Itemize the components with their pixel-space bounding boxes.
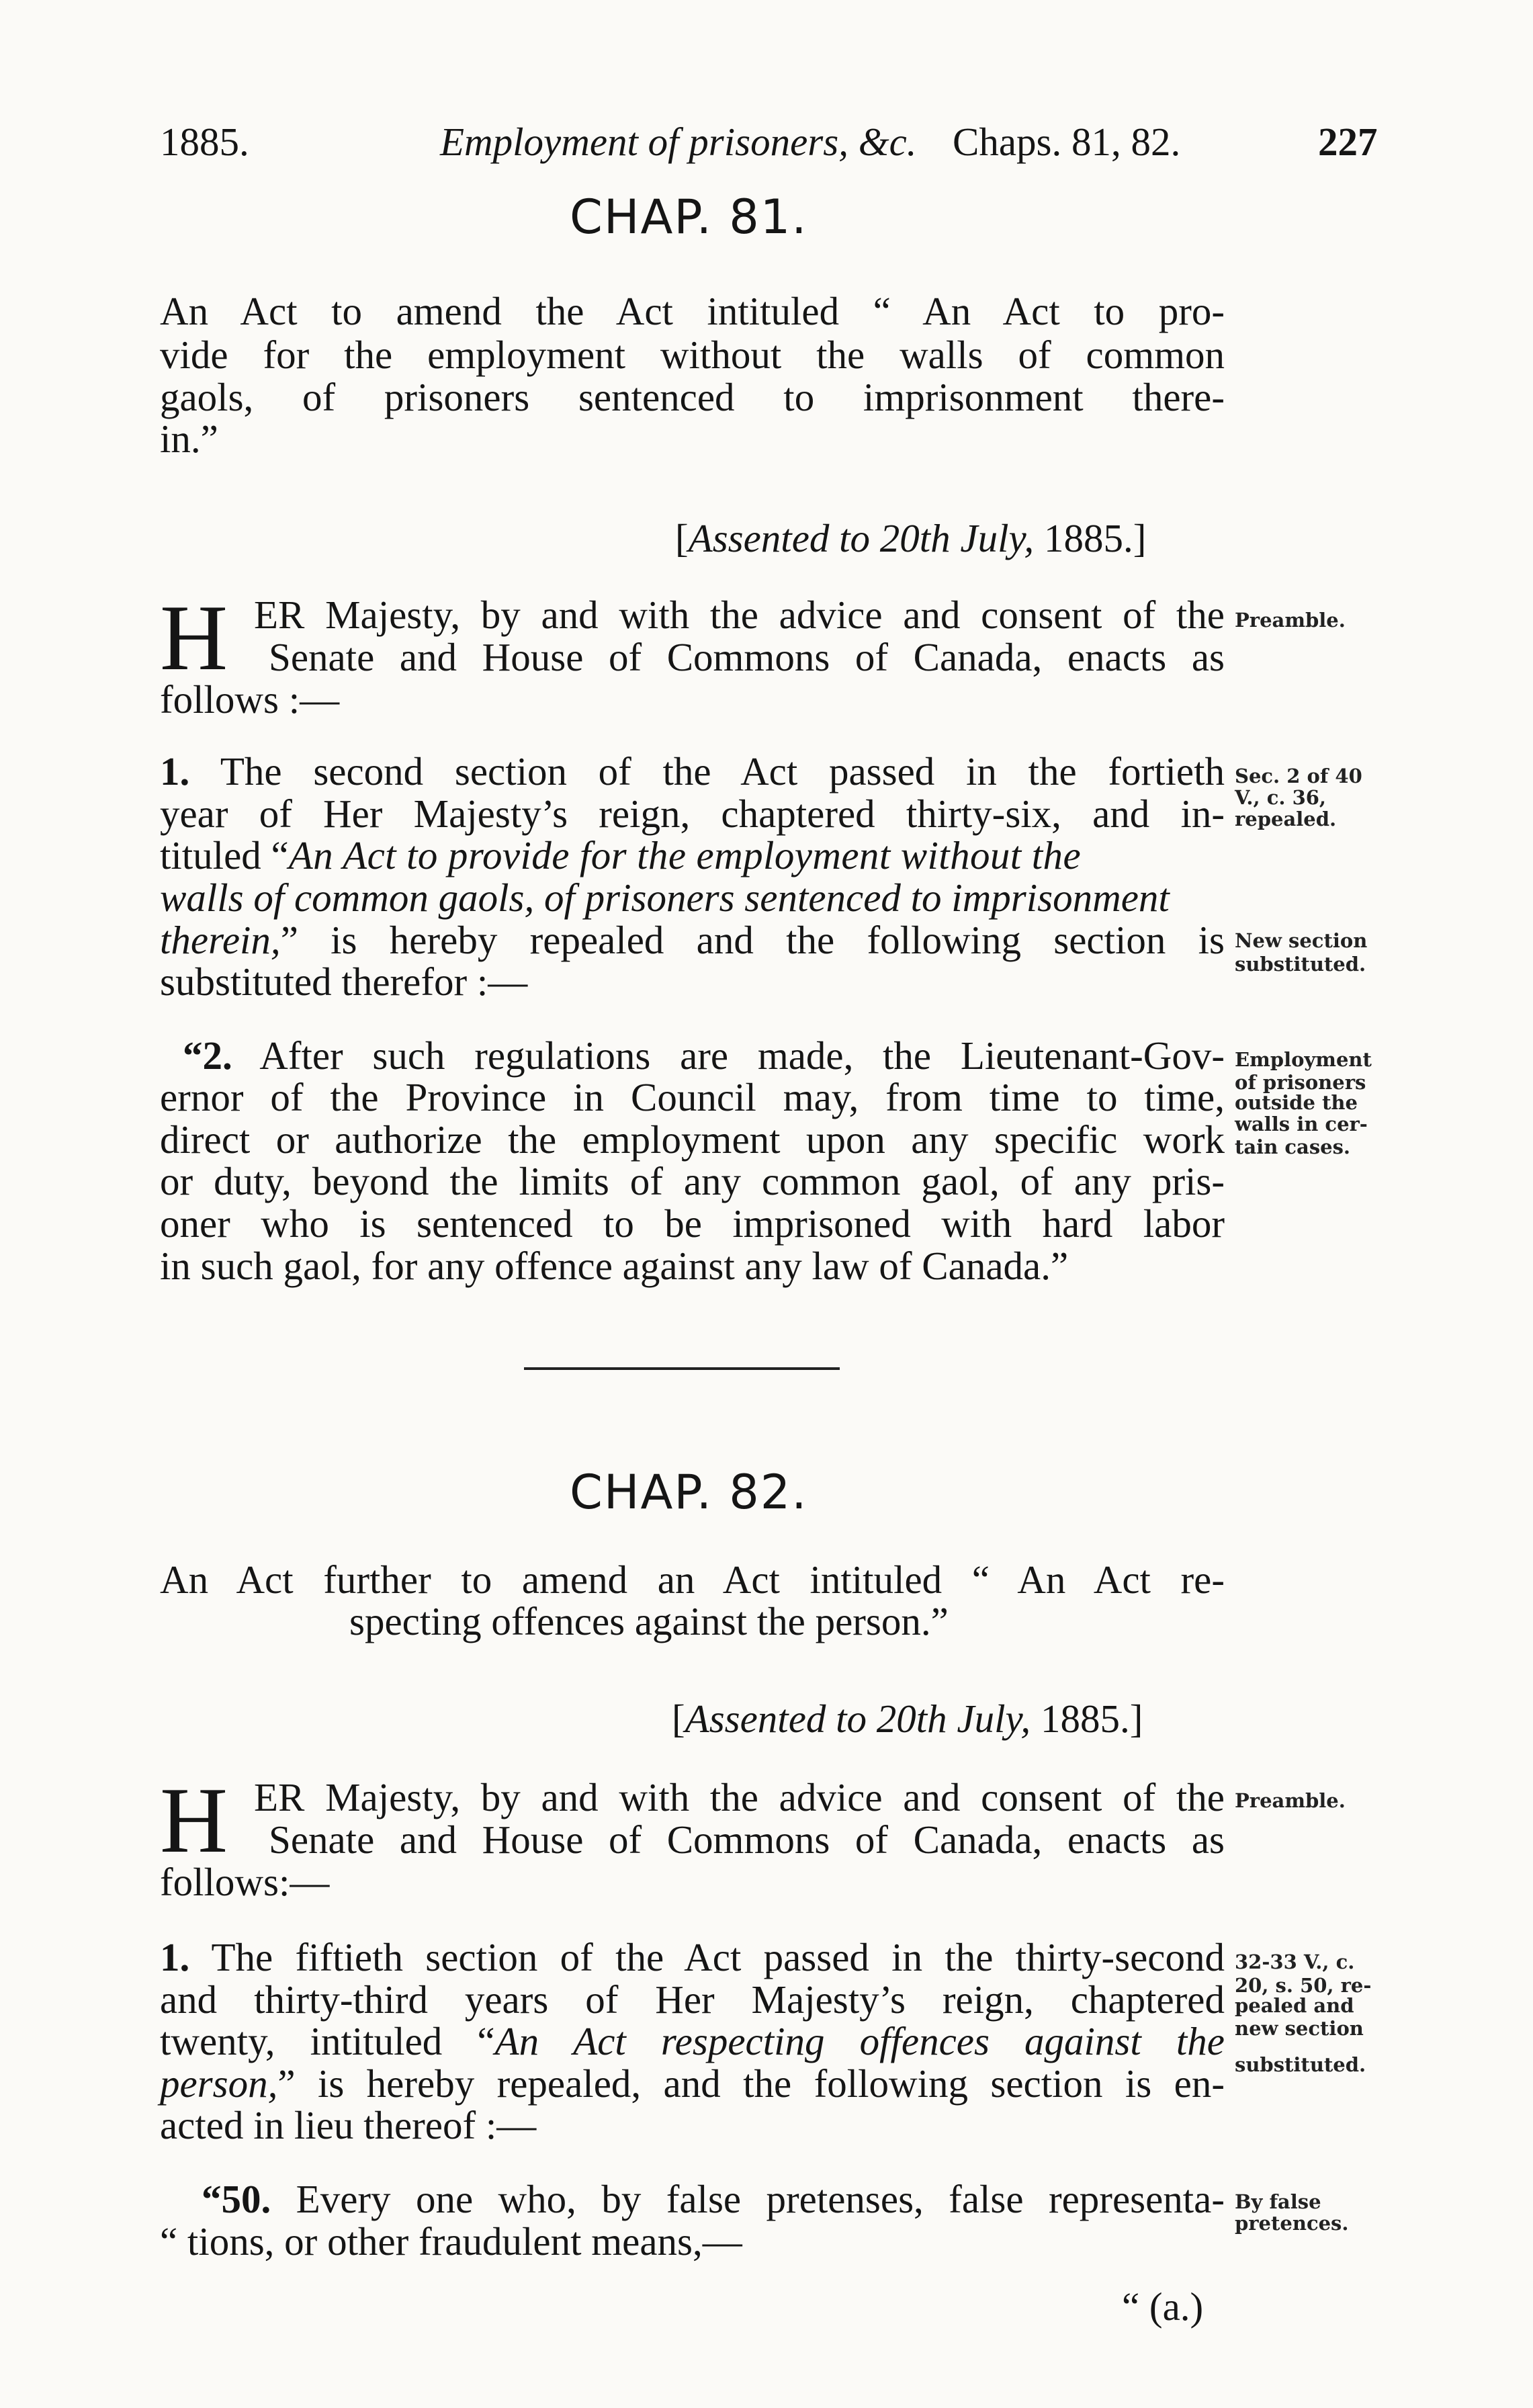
- assent-date: Assented to 20th July,: [688, 516, 1035, 560]
- title-line: An Act to amend the Act intituled “ An Act to pro-: [160, 289, 1225, 333]
- section-line: twenty, intituled “An Act respecting offences against the: [160, 2019, 1225, 2063]
- preamble-line: ER Majesty, by and with the advice and consent of the: [254, 1775, 1225, 1819]
- margin-note: substituted.: [1235, 953, 1366, 976]
- preamble-line: follows :—: [160, 677, 340, 722]
- page-number: 227: [1318, 120, 1378, 164]
- margin-note: 32-33 V., c.: [1235, 1950, 1355, 1973]
- margin-note: pretences.: [1235, 2212, 1349, 2235]
- header-title: Employment of prisoners, &c.: [440, 120, 917, 164]
- margin-note: 20, s. 50, re-: [1235, 1974, 1372, 1997]
- section-line: direct or authorize the employment upon any specific work: [160, 1117, 1225, 1162]
- assent-line: [Assented to 20th July, 1885.]: [672, 1696, 1143, 1741]
- margin-note: Employment: [1235, 1048, 1372, 1071]
- section-line: substituted therefor :—: [160, 959, 528, 1004]
- section-line: therein,” is hereby repealed and the following section is: [160, 918, 1225, 962]
- preamble-line: ER Majesty, by and with the advice and consent of the: [254, 593, 1225, 637]
- section-line: in such gaol, for any offence against any law of Canada.”: [160, 1244, 1069, 1288]
- margin-note: V., c. 36,: [1235, 786, 1327, 809]
- section-line: “50. Every one who, by false pretenses, false representa-: [202, 2177, 1225, 2221]
- section-line: ernor of the Province in Council may, from time to time,: [160, 1075, 1225, 1119]
- section-line: acted in lieu thereof :—: [160, 2103, 537, 2147]
- margin-note: Preamble.: [1235, 609, 1346, 632]
- section-line: or duty, beyond the limits of any common gaol, of any pris-: [160, 1159, 1225, 1203]
- margin-note: New section: [1235, 929, 1368, 952]
- title-line: gaols, of prisoners sentenced to imprisonment there-: [160, 375, 1225, 419]
- section-line: year of Her Majesty’s reign, chaptered thirty-six, and in-: [160, 791, 1225, 836]
- section-number: “50.: [202, 2177, 271, 2221]
- section-line: person,” is hereby repealed, and the following section is en-: [160, 2061, 1225, 2106]
- margin-note: Preamble.: [1235, 1789, 1346, 1812]
- assent-line: [Assented to 20th July, 1885.]: [675, 516, 1147, 560]
- margin-note: tain cases.: [1235, 1135, 1351, 1158]
- header-chapters: Chaps. 81, 82.: [953, 120, 1181, 164]
- assent-date: Assented to 20th July,: [685, 1696, 1031, 1741]
- section-number: 1.: [160, 1935, 190, 1979]
- section-line: walls of common gaols, of prisoners sentenced to imprisonment: [160, 875, 1170, 920]
- section-line: 1. The fiftieth section of the Act passed in the thirty-second: [160, 1935, 1225, 1979]
- margin-note: walls in cer-: [1235, 1113, 1368, 1135]
- section-line: tituled “An Act to provide for the employment without the: [160, 833, 1082, 877]
- title-line: vide for the employment without the walls of common: [160, 333, 1225, 377]
- preamble-line: Senate and House of Commons of Canada, enacts as: [269, 635, 1225, 679]
- section-line: and thirty-third years of Her Majesty’s reign, chaptered: [160, 1977, 1225, 2022]
- drop-cap: H: [160, 586, 228, 690]
- preamble-line: follows:—: [160, 1860, 330, 1904]
- preamble-line: Senate and House of Commons of Canada, enacts as: [269, 1817, 1225, 1862]
- margin-note: repealed.: [1235, 808, 1337, 830]
- margin-note: By false: [1235, 2190, 1321, 2213]
- title-line: An Act further to amend an Act intituled “ An Act re-: [160, 1557, 1225, 1602]
- margin-note: pealed and: [1235, 1994, 1354, 2017]
- section-line: oner who is sentenced to be imprisoned with hard labor: [160, 1201, 1225, 1246]
- chapter-heading: CHAP. 81.: [570, 189, 808, 245]
- margin-note: substituted.: [1235, 2053, 1366, 2076]
- section-line: “ tions, or other fraudulent means,—: [160, 2219, 742, 2264]
- section-number: 1.: [160, 749, 190, 793]
- section-line: 1. The second section of the Act passed in the fortieth: [160, 749, 1225, 793]
- margin-note: new section: [1235, 2017, 1364, 2040]
- chapter-divider: [524, 1367, 840, 1370]
- chapter-heading: CHAP. 82.: [570, 1465, 808, 1520]
- catchword: “ (a.): [1122, 2284, 1204, 2329]
- drop-cap: H: [160, 1768, 228, 1873]
- margin-note: outside the: [1235, 1091, 1358, 1114]
- title-line: in.”: [160, 417, 218, 461]
- section-number: “2.: [183, 1033, 232, 1078]
- assent-year: 1885.: [1040, 1696, 1130, 1741]
- section-line: “2. After such regulations are made, the Lieutenant-Gov-: [183, 1033, 1225, 1078]
- title-line: specting offences against the person.”: [349, 1599, 949, 1643]
- margin-note: of prisoners: [1235, 1071, 1366, 1094]
- margin-note: Sec. 2 of 40: [1235, 765, 1362, 787]
- header-year: 1885.: [160, 120, 249, 164]
- assent-year: 1885.: [1043, 516, 1133, 560]
